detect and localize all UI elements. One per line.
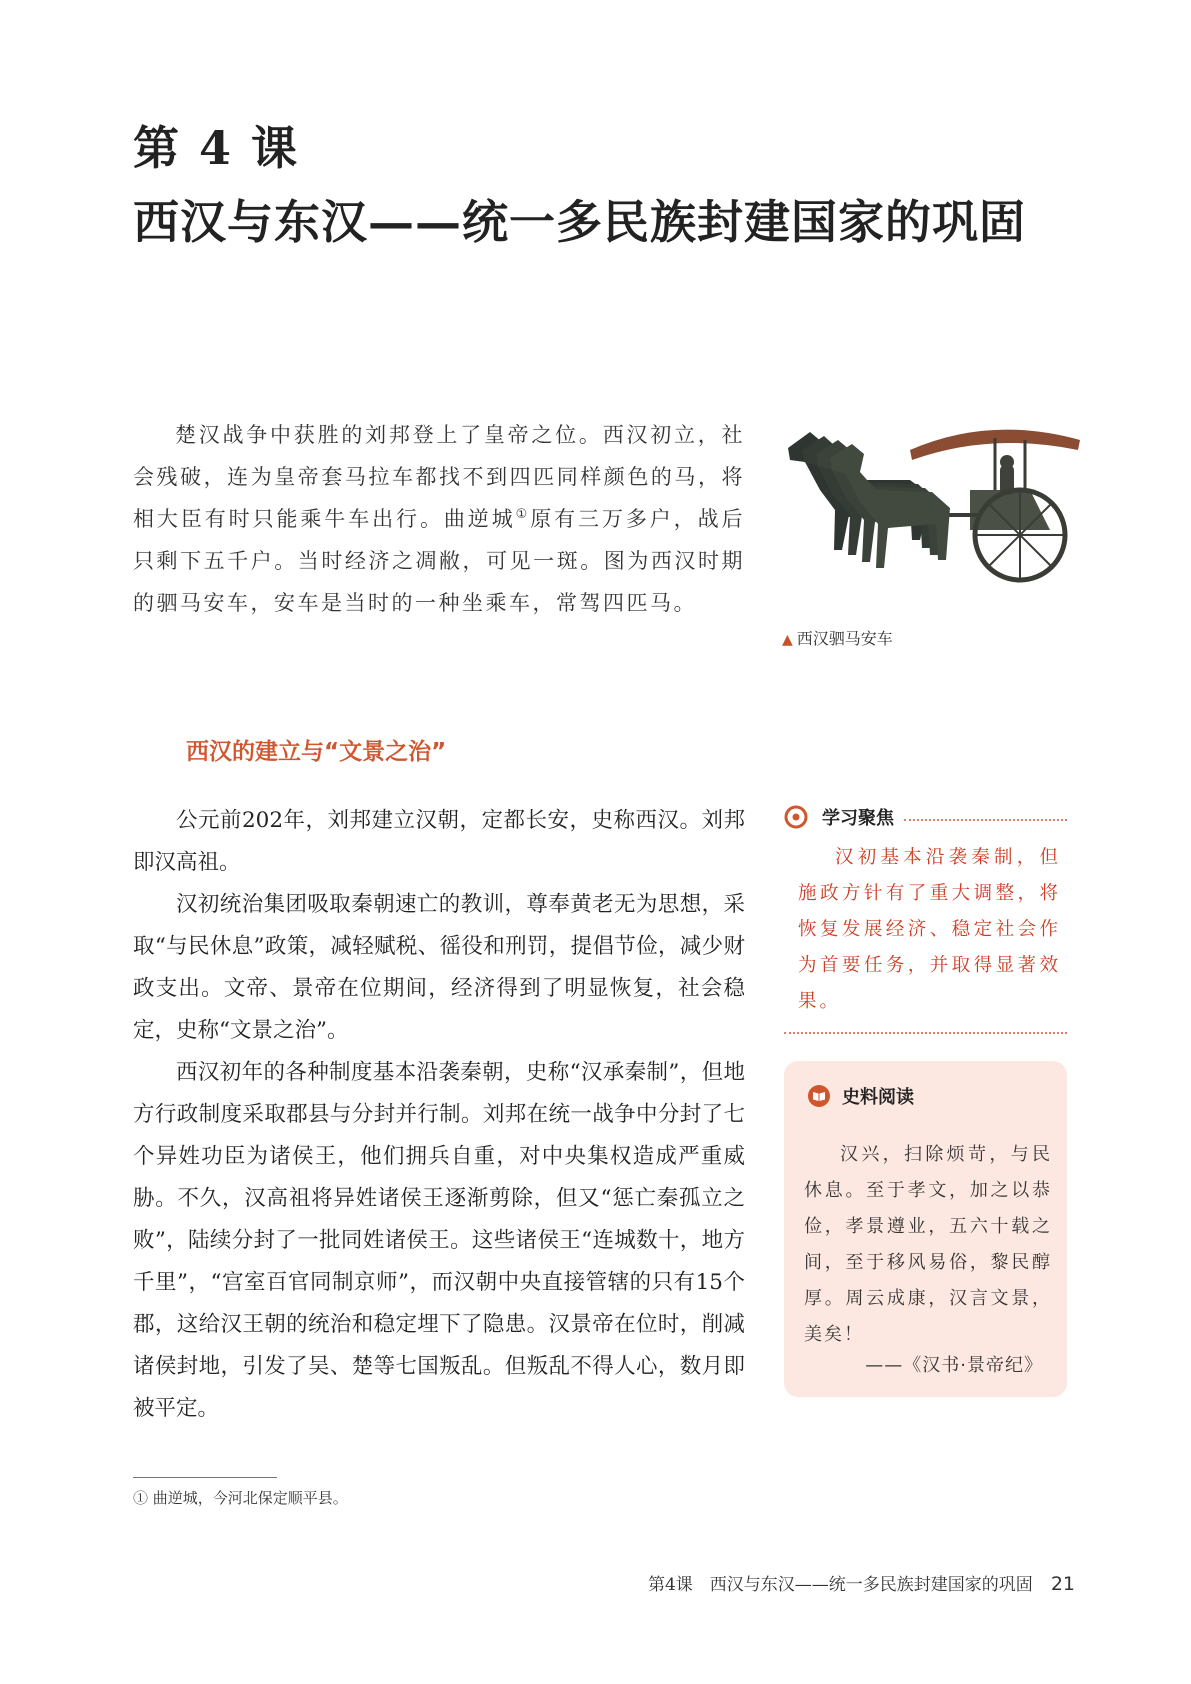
figure-caption <box>782 626 893 649</box>
footnote: ① 曲逆城，今河北保定顺平县。 <box>133 1489 348 1507</box>
source-citation: ——《汉书·景帝纪》 <box>865 1355 1043 1376</box>
source-reading-text: 汉兴，扫除烦苛，与民休息。至于孝文，加之以恭俭，孝景遵业，五六十载之间，至于移风易俗，黎民醇厚。周云成康，汉言文景，美矣！ <box>804 1144 1052 1345</box>
chariot-wheel <box>975 490 1065 580</box>
caption-marker: ▲ <box>782 632 793 648</box>
paragraph: 汉初统治集团吸取秦朝速亡的教训，尊奉黄老无为思想，采取“与民休息”政策，减轻赋税、徭役和刑罚，提倡节俭，减少财政支出。文帝、景帝在位期间，经济得到了明显恢复，社会稳定，史称“文景之治”。 <box>133 892 745 1043</box>
learning-focus-text: 汉初基本沿袭秦制，但施政方针有了重大调整，将恢复发展经济、稳定社会作为首要任务，并取得显著效果。 <box>798 847 1061 1012</box>
paragraph: 西汉初年的各种制度基本沿袭秦朝，史称“汉承秦制”，但地方行政制度采取郡县与分封并行制。刘邦在统一战争中分封了七个异姓功臣为诸侯王，他们拥兵自重，对中央集权造成严重威胁。不久，汉高祖将异姓诸侯王逐渐剪除，但又“惩亡秦孤立之败”，陆续分封了一批同姓诸侯王。这些诸侯王“连城数十，地方千里”，“宫室百官同制京师”，而汉朝中央直接管辖的只有15个郡，这给汉王朝的统治和稳定埋下了隐患。汉景帝在位时，削减诸侯封地，引发了吴、楚等七国叛乱。但叛乱不得人心，数月即被平定。 <box>133 1060 745 1421</box>
target-icon <box>784 805 808 829</box>
running-title: 第4课 西汉与东汉——统一多民族封建国家的巩固 <box>647 1575 1033 1595</box>
footnote-mark: ① <box>515 507 531 522</box>
source-reading-box <box>784 1061 1067 1397</box>
intro-passage <box>133 414 745 624</box>
lesson-number: 第 4 课 <box>133 121 300 175</box>
chariot-photo <box>780 420 1100 610</box>
caption-text: 西汉驷马安车 <box>796 629 893 648</box>
footnote-divider <box>133 1477 277 1478</box>
intro-text-part1: 楚汉战争中获胜的刘邦登上了皇帝之位。西汉初立，社会残破，连为皇帝套马拉车都找不到四匹同样颜色的马，将相大臣有时只能乘牛车出行。曲逆城 <box>133 423 745 531</box>
paragraph: 公元前202年，刘邦建立汉朝，定都长安，史称西汉。刘邦即汉高祖。 <box>133 808 745 875</box>
section-body <box>133 800 745 1430</box>
page-footer <box>648 1570 1075 1595</box>
book-icon <box>808 1085 830 1107</box>
dotted-rule <box>784 1032 1067 1034</box>
intro-text-part2: 原有三万多户，战后只剩下五千户。当时经济之凋敝，可见一斑。图为西汉时期的驷马安车，安车是当时的一种坐乘车，常驾四匹马。 <box>133 507 746 615</box>
dotted-rule <box>904 819 1067 821</box>
section-heading: 西汉的建立与“文景之治” <box>186 739 447 765</box>
page-number: 21 <box>1050 1573 1075 1595</box>
learning-focus-title: 学习聚焦 <box>822 808 894 829</box>
lesson-title: 西汉与东汉——统一多民族封建国家的巩固 <box>133 195 1026 249</box>
learning-focus-box <box>784 802 1067 1034</box>
source-reading-title: 史料阅读 <box>842 1087 914 1108</box>
